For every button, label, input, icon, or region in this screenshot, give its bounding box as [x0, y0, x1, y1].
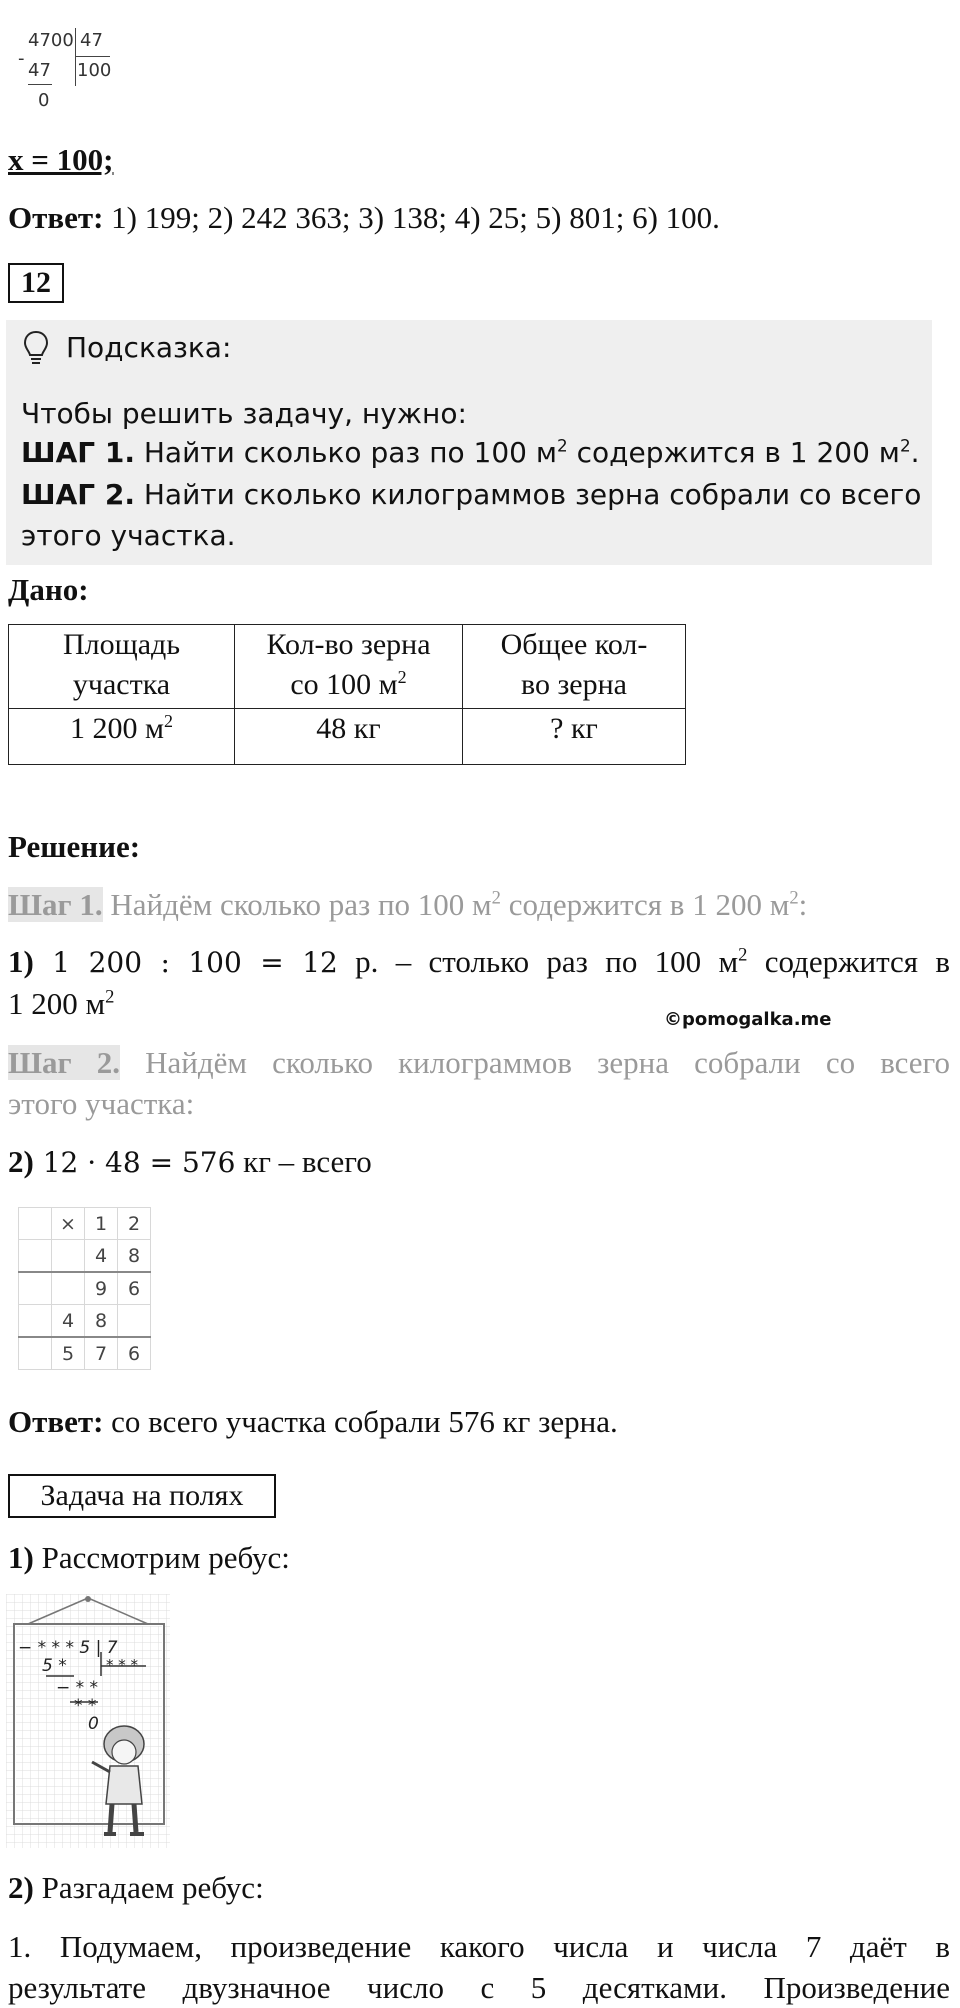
rebus-illustration — [6, 1594, 170, 1848]
task-number: 12 — [8, 263, 64, 303]
value-area: 1 200 $м^2$ — [9, 709, 235, 765]
given-table — [8, 624, 686, 765]
division-underline — [28, 84, 52, 85]
division-divisor: 47 — [80, 30, 103, 51]
hint-step1: ШАГ 1. Найти сколько раз по 100 $м^2$ содержится в 1 200 $м^2$. — [21, 435, 920, 469]
answer-text: 1) 199; 2) 242 363; 3) 138; 4) 25; 5) 801; 6) 100. — [103, 200, 720, 235]
division-dividend: 4700 — [28, 30, 74, 51]
hint-title: Подсказка: — [66, 331, 232, 364]
rebus-step2: 2) Разгадаем ребус: — [8, 1870, 264, 1905]
calc2-expression: 12 · 48 = 576 — [33, 1146, 236, 1179]
rebus-step1: 1) Рассмотрим ребус: — [8, 1540, 290, 1575]
header-area: Площадь участка — [9, 625, 235, 709]
division-vertical-line — [75, 28, 76, 86]
solution-step2-cont: этого участка: — [8, 1086, 195, 1121]
division-minus: - — [18, 48, 25, 69]
given-label: Дано: — [8, 572, 89, 607]
division-quotient: 100 — [77, 60, 112, 81]
answer-previous — [8, 198, 950, 238]
calc1-cont: 1 200 $м^2$ — [8, 986, 115, 1021]
step2-label: Шаг 2. — [8, 1045, 120, 1080]
solution-step1: Шаг 1. Найдём сколько раз по 100 $м^2$ содержится в 1 200 $м^2$: — [8, 887, 808, 922]
rebus-row1: − * * * 5 | 7 — [18, 1638, 118, 1658]
answer-label: Ответ: — [8, 200, 104, 235]
solution-label: Решение: — [8, 829, 141, 864]
answer-12: Ответ: со всего участка собрали 576 кг зерна. — [8, 1404, 618, 1439]
paragraph-line2: результате двузначное число с 5 десятками. Произведение — [8, 1970, 950, 2005]
calc1-expression: 1 200 : 100 = 12 — [33, 946, 338, 979]
rebus-row5: 0 — [88, 1714, 99, 1734]
hint-step2-label: ШАГ 2. — [21, 478, 135, 511]
rebus-row4: * * — [74, 1696, 97, 1716]
x-result: x = 100; — [8, 142, 114, 177]
hint-step2-cont: этого участка. — [21, 519, 236, 552]
rebus-row3: − * * — [56, 1678, 99, 1698]
value-grain-per-100: 48 кг — [235, 709, 463, 765]
rebus-quotient: * * * — [106, 1656, 139, 1674]
division-subtrahend: 47 — [28, 60, 51, 81]
watermark: ©pomogalka.me — [664, 1009, 832, 1030]
paragraph-line1: 1. Подумаем, произведение какого числа и числа 7 даёт в — [8, 1929, 950, 1964]
hint-intro: Чтобы решить задачу, нужно: — [21, 397, 467, 430]
rebus-row2: 5 * — [42, 1656, 67, 1676]
division-horizontal-line — [76, 56, 110, 57]
hint-step1-label: ШАГ 1. — [21, 436, 135, 469]
step1-label: Шаг 1. — [8, 887, 103, 922]
header-grain-per-100: Кол-во зерна со 100 $м^2$ — [235, 625, 463, 709]
solution-step2: Шаг 2. Найдём сколько килограммов зерна собрали со всего — [8, 1045, 950, 1080]
calc1: 1) 1 200 : 100 = 12 р. – столько раз по 100 $м^2$ содержится в — [8, 944, 950, 979]
calc2: 2) 12 · 48 = 576 кг – всего — [8, 1144, 372, 1179]
hint-step2: ШАГ 2. Найти сколько килограммов зерна собрали со всего — [21, 478, 922, 511]
margin-task-label: Задача на полях — [8, 1474, 276, 1518]
hint-box — [6, 320, 932, 565]
multiplication-grid: × 1 2 4 8 9 6 4 8 5 7 6 — [18, 1207, 151, 1370]
header-total-grain: Общее кол- во зерна — [463, 625, 686, 709]
lightbulb-icon — [23, 330, 49, 366]
division-remainder: 0 — [38, 90, 50, 111]
value-total-grain: ? кг — [463, 709, 686, 765]
